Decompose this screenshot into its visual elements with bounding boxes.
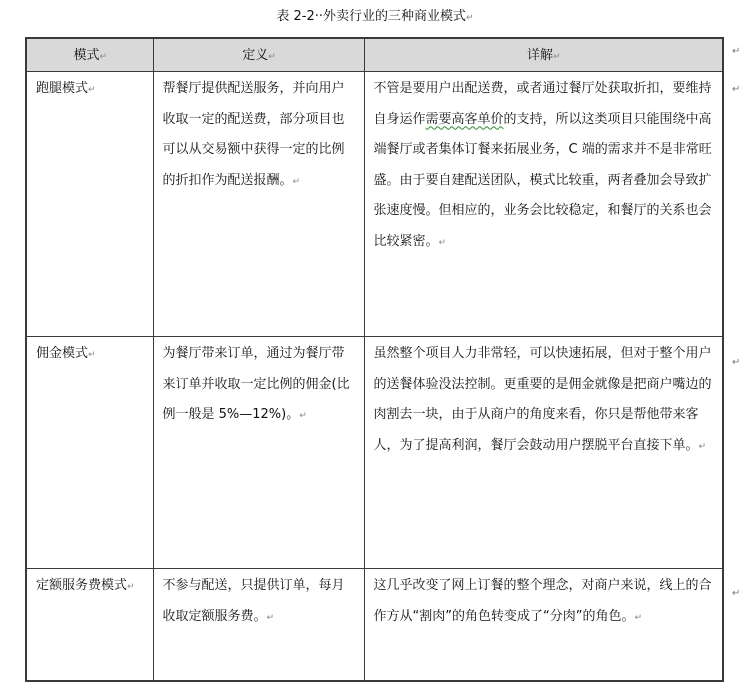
header-detail: 详解↵	[364, 38, 723, 72]
table-row	[26, 569, 723, 681]
row-end-mark: ↵	[732, 588, 741, 599]
cell-detail: 这几乎改变了网上订餐的整个理念，对商户来说，线上的合作方从“割肉”的角色转变成了“分肉”的角色。↵	[364, 569, 723, 681]
table-header-row	[26, 38, 723, 72]
cell-detail: 不管是要用户出配送费，或者通过餐厅处获取折扣，要维持自身运作需要高客单价的支持，所以这类项目只能围绕中高端餐厅或者集体订餐来拓展业务，C 端的需求并不是非常旺盛。由于要自建配送团队，模式比较重，两者叠加会导致扩张速度慢。但相应的，业务会比较稳定，和餐厅的关系也会比较紧密。↵	[364, 72, 723, 337]
business-models-table	[25, 37, 724, 682]
cell-definition: 帮餐厅提供配送服务，并向用户收取一定的配送费，部分项目也可以从交易额中获得一定的比例的折扣作为配送报酬。↵	[153, 72, 364, 337]
grammar-underline: 需要高客单价	[425, 111, 504, 127]
table-row	[26, 72, 723, 337]
row-end-mark: ↵	[732, 84, 741, 95]
cell-detail: 虽然整个项目人力非常轻，可以快速拓展，但对于整个用户的送餐体验没法控制。更重要的是佣金就像是把商户嘴边的肉割去一块，由于从商户的角度来看，你只是帮他带来客人，为了提高利润，餐厅会鼓动用户摆脱平台直接下单。↵	[364, 337, 723, 569]
caption-text: 表 2-2··外卖行业的三种商业模式	[276, 9, 467, 24]
row-end-mark: ↵	[732, 357, 741, 368]
cell-mode: 跑腿模式↵	[26, 72, 153, 337]
cell-mode: 定额服务费模式↵	[26, 569, 153, 681]
cell-definition: 不参与配送，只提供订单，每月收取定额服务费。↵	[153, 569, 364, 681]
paragraph-mark: ↵	[466, 13, 474, 23]
table-row	[26, 337, 723, 569]
cell-mode: 佣金模式↵	[26, 337, 153, 569]
table-caption	[0, 6, 750, 29]
cell-definition: 为餐厅带来订单，通过为餐厅带来订单并收取一定比例的佣金(比例一般是 5%—12%)。↵	[153, 337, 364, 569]
header-definition: 定义↵	[153, 38, 364, 72]
header-mode: 模式↵	[26, 38, 153, 72]
row-end-mark: ↵	[732, 46, 741, 57]
